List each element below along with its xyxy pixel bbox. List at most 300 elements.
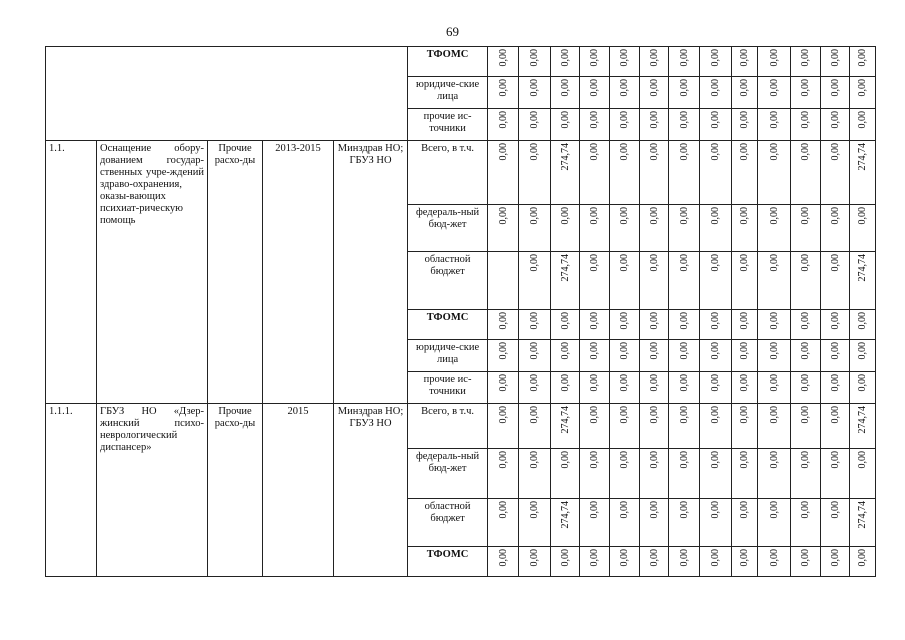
executor: Минздрав НО; ГБУЗ НО (334, 141, 408, 404)
value-cell (821, 252, 850, 310)
value-cell (669, 449, 700, 499)
value-cell (732, 47, 758, 77)
value-text: 0,00 (559, 111, 571, 129)
value-cell (850, 547, 876, 577)
value-cell (580, 109, 610, 141)
value-text: 0,00 (619, 312, 631, 330)
table-row (46, 141, 876, 205)
value-text: 0,00 (829, 501, 841, 519)
value-text: 0,00 (768, 143, 780, 161)
value-text: 274,74 (559, 501, 571, 529)
value-text: 0,00 (619, 49, 631, 67)
value-text: 274,74 (857, 254, 869, 282)
value-text: 0,00 (800, 374, 812, 392)
value-cell (700, 310, 732, 340)
value-text: 0,00 (710, 342, 722, 360)
value-cell (640, 205, 669, 252)
value-cell (732, 499, 758, 547)
value-cell (669, 141, 700, 205)
value-text: 0,00 (589, 374, 601, 392)
value-cell (700, 109, 732, 141)
value-text: 0,00 (800, 501, 812, 519)
value-cell (519, 310, 551, 340)
value-cell (758, 141, 791, 205)
value-cell (640, 310, 669, 340)
value-text: 0,00 (559, 342, 571, 360)
executor: Минздрав НО; ГБУЗ НО (334, 404, 408, 577)
value-cell (551, 404, 580, 449)
value-cell (551, 547, 580, 577)
value-cell (580, 141, 610, 205)
value-text: 0,00 (497, 549, 509, 567)
funding-source: Всего, в т.ч. (408, 404, 488, 449)
value-cell (669, 252, 700, 310)
value-text: 0,00 (800, 143, 812, 161)
value-cell (640, 404, 669, 449)
value-text: 0,00 (529, 111, 541, 129)
value-text: 0,00 (589, 549, 601, 567)
value-text: 0,00 (648, 549, 660, 567)
value-text: 0,00 (739, 143, 751, 161)
value-cell (850, 310, 876, 340)
value-cell (732, 449, 758, 499)
value-cell (640, 252, 669, 310)
value-text: 0,00 (529, 342, 541, 360)
value-text: 0,00 (589, 312, 601, 330)
value-text: 0,00 (619, 342, 631, 360)
value-text: 0,00 (710, 79, 722, 97)
value-text: 0,00 (648, 49, 660, 67)
item-name: Оснащение обору-дованием государ-ственных учре-ждений здраво-охранения, оказы-вающих психиат-рическую помощь (97, 141, 208, 404)
value-cell (821, 141, 850, 205)
value-text: 0,00 (800, 406, 812, 424)
value-text: 0,00 (800, 79, 812, 97)
value-text: 0,00 (857, 207, 869, 225)
value-text: 0,00 (768, 451, 780, 469)
value-cell (791, 499, 821, 547)
value-text: 0,00 (678, 79, 690, 97)
value-text: 0,00 (497, 207, 509, 225)
value-cell (821, 547, 850, 577)
value-text: 274,74 (559, 254, 571, 282)
value-cell (791, 310, 821, 340)
value-cell (758, 499, 791, 547)
funding-source: Всего, в т.ч. (408, 141, 488, 205)
value-cell (551, 372, 580, 404)
value-text: 0,00 (648, 342, 660, 360)
value-text: 0,00 (648, 451, 660, 469)
value-text: 0,00 (768, 79, 780, 97)
value-cell (580, 77, 610, 109)
funding-source: ТФОМС (408, 547, 488, 577)
value-cell (610, 404, 640, 449)
value-text: 0,00 (739, 312, 751, 330)
value-cell (791, 547, 821, 577)
value-text: 0,00 (710, 111, 722, 129)
value-text: 0,00 (829, 79, 841, 97)
value-text: 0,00 (529, 312, 541, 330)
value-cell (580, 499, 610, 547)
value-cell (700, 252, 732, 310)
value-text: 0,00 (710, 549, 722, 567)
value-text: 0,00 (559, 312, 571, 330)
value-text: 0,00 (768, 111, 780, 129)
value-text: 0,00 (800, 49, 812, 67)
value-text: 0,00 (800, 207, 812, 225)
value-cell (580, 372, 610, 404)
expense-type: Прочие расхо-ды (208, 141, 263, 404)
value-text: 0,00 (829, 111, 841, 129)
value-cell (821, 47, 850, 77)
value-text: 0,00 (678, 451, 690, 469)
value-cell (519, 141, 551, 205)
value-cell (732, 252, 758, 310)
value-text: 0,00 (829, 342, 841, 360)
value-cell (580, 449, 610, 499)
value-text: 0,00 (739, 207, 751, 225)
value-cell (610, 109, 640, 141)
value-cell (732, 404, 758, 449)
value-text: 0,00 (829, 312, 841, 330)
value-text: 0,00 (497, 406, 509, 424)
item-name: ГБУЗ НО «Дзер-жинский психо-неврологический диспансер» (97, 404, 208, 577)
value-text: 0,00 (739, 549, 751, 567)
value-cell (850, 205, 876, 252)
value-text: 274,74 (559, 406, 571, 434)
value-cell (669, 310, 700, 340)
value-text: 0,00 (710, 143, 722, 161)
value-text: 0,00 (497, 312, 509, 330)
value-cell (791, 141, 821, 205)
value-text: 0,00 (800, 342, 812, 360)
value-cell (850, 77, 876, 109)
value-text: 0,00 (678, 374, 690, 392)
value-text: 0,00 (589, 79, 601, 97)
value-cell (821, 449, 850, 499)
value-text: 0,00 (589, 143, 601, 161)
value-cell (821, 205, 850, 252)
funding-source: федераль-ный бюд-жет (408, 449, 488, 499)
value-cell (758, 109, 791, 141)
funding-source: областной бюджет (408, 252, 488, 310)
value-text: 0,00 (619, 254, 631, 272)
value-cell (669, 205, 700, 252)
value-cell (732, 310, 758, 340)
value-cell (821, 109, 850, 141)
value-cell (758, 77, 791, 109)
value-text: 0,00 (768, 406, 780, 424)
value-cell (758, 310, 791, 340)
value-text: 0,00 (857, 374, 869, 392)
value-text: 0,00 (857, 49, 869, 67)
funding-source: юридиче-ские лица (408, 340, 488, 372)
value-text: 0,00 (589, 254, 601, 272)
value-text: 274,74 (559, 143, 571, 171)
value-text: 0,00 (829, 143, 841, 161)
value-text: 0,00 (648, 406, 660, 424)
value-text: 0,00 (678, 143, 690, 161)
value-cell (610, 205, 640, 252)
value-text: 0,00 (589, 207, 601, 225)
value-cell (669, 77, 700, 109)
value-cell (758, 372, 791, 404)
value-cell (700, 547, 732, 577)
value-cell (640, 141, 669, 205)
value-cell (850, 372, 876, 404)
value-cell (580, 205, 610, 252)
value-text: 0,00 (710, 374, 722, 392)
value-cell (551, 109, 580, 141)
value-text: 0,00 (648, 254, 660, 272)
value-text: 0,00 (857, 342, 869, 360)
value-cell (850, 404, 876, 449)
value-cell (821, 310, 850, 340)
value-cell (732, 109, 758, 141)
value-cell (700, 499, 732, 547)
value-cell (700, 404, 732, 449)
value-text: 0,00 (648, 79, 660, 97)
value-text: 0,00 (678, 342, 690, 360)
value-cell (551, 141, 580, 205)
value-text: 0,00 (739, 451, 751, 469)
value-text: 0,00 (800, 312, 812, 330)
value-cell (758, 205, 791, 252)
value-text: 0,00 (589, 111, 601, 129)
funding-source: областной бюджет (408, 499, 488, 547)
funding-source: юридиче-ские лица (408, 77, 488, 109)
value-cell (610, 499, 640, 547)
funding-source: ТФОМС (408, 310, 488, 340)
value-cell (850, 499, 876, 547)
value-cell (610, 141, 640, 205)
value-cell (610, 449, 640, 499)
value-cell (488, 372, 519, 404)
value-cell (791, 404, 821, 449)
value-cell (640, 449, 669, 499)
value-text: 0,00 (497, 49, 509, 67)
value-text: 0,00 (829, 49, 841, 67)
value-cell (669, 404, 700, 449)
value-cell (580, 547, 610, 577)
value-cell (700, 449, 732, 499)
value-text: 0,00 (529, 501, 541, 519)
value-text: 274,74 (857, 501, 869, 529)
value-cell (791, 449, 821, 499)
value-cell (821, 340, 850, 372)
value-text: 0,00 (678, 254, 690, 272)
value-cell (519, 499, 551, 547)
value-text: 0,00 (589, 406, 601, 424)
value-text: 0,00 (559, 374, 571, 392)
period: 2013-2015 (263, 141, 334, 404)
value-text: 0,00 (589, 49, 601, 67)
value-text: 0,00 (739, 342, 751, 360)
value-cell (700, 340, 732, 372)
value-text: 0,00 (559, 207, 571, 225)
value-text: 0,00 (559, 549, 571, 567)
value-text: 0,00 (497, 143, 509, 161)
budget-table (45, 46, 876, 577)
value-cell (580, 47, 610, 77)
value-cell (791, 109, 821, 141)
value-cell (821, 77, 850, 109)
value-text: 0,00 (619, 501, 631, 519)
value-cell (850, 141, 876, 205)
value-cell (488, 404, 519, 449)
value-text: 0,00 (619, 451, 631, 469)
value-text: 0,00 (768, 207, 780, 225)
value-cell (732, 205, 758, 252)
value-text: 0,00 (800, 254, 812, 272)
value-cell (519, 340, 551, 372)
value-text: 0,00 (648, 111, 660, 129)
value-text: 0,00 (857, 79, 869, 97)
value-cell (850, 340, 876, 372)
value-cell (821, 404, 850, 449)
continuation-cell (46, 47, 408, 141)
value-cell (850, 449, 876, 499)
value-text: 0,00 (648, 143, 660, 161)
value-text: 0,00 (648, 312, 660, 330)
value-text: 0,00 (710, 312, 722, 330)
value-text: 0,00 (710, 207, 722, 225)
value-cell (791, 205, 821, 252)
value-cell (551, 252, 580, 310)
value-cell (669, 109, 700, 141)
value-text: 0,00 (497, 374, 509, 392)
value-text: 0,00 (768, 501, 780, 519)
value-cell (519, 109, 551, 141)
value-cell (551, 499, 580, 547)
value-text: 0,00 (710, 451, 722, 469)
value-text: 0,00 (768, 312, 780, 330)
value-cell (850, 252, 876, 310)
value-cell (791, 340, 821, 372)
value-text: 0,00 (768, 254, 780, 272)
funding-source: федераль-ный бюд-жет (408, 205, 488, 252)
funding-source: прочие ис-точники (408, 109, 488, 141)
value-text: 0,00 (529, 451, 541, 469)
value-cell (791, 252, 821, 310)
value-cell (488, 109, 519, 141)
value-cell (732, 340, 758, 372)
value-cell (791, 47, 821, 77)
value-text: 0,00 (678, 49, 690, 67)
value-text: 0,00 (829, 451, 841, 469)
value-cell (791, 372, 821, 404)
period: 2015 (263, 404, 334, 577)
value-cell (610, 372, 640, 404)
value-text: 0,00 (648, 501, 660, 519)
value-cell (488, 449, 519, 499)
value-cell (732, 372, 758, 404)
value-cell (488, 547, 519, 577)
value-text: 0,00 (678, 207, 690, 225)
value-cell (610, 310, 640, 340)
value-cell (758, 340, 791, 372)
value-cell (551, 449, 580, 499)
value-text: 0,00 (589, 451, 601, 469)
value-text: 0,00 (768, 342, 780, 360)
value-text: 0,00 (710, 406, 722, 424)
value-text: 0,00 (648, 207, 660, 225)
value-cell (488, 141, 519, 205)
value-cell (732, 547, 758, 577)
value-cell (700, 77, 732, 109)
value-cell (640, 109, 669, 141)
table-row (46, 404, 876, 449)
value-text: 0,00 (739, 111, 751, 129)
value-text: 0,00 (800, 451, 812, 469)
value-cell (669, 372, 700, 404)
value-cell (519, 404, 551, 449)
value-text: 0,00 (768, 374, 780, 392)
value-text: 0,00 (497, 342, 509, 360)
value-cell (758, 404, 791, 449)
value-text: 0,00 (648, 374, 660, 392)
value-text: 0,00 (829, 254, 841, 272)
value-cell (640, 547, 669, 577)
value-cell (519, 205, 551, 252)
value-text: 0,00 (497, 111, 509, 129)
value-cell (700, 141, 732, 205)
value-cell (669, 499, 700, 547)
value-text: 0,00 (768, 549, 780, 567)
value-text: 0,00 (857, 312, 869, 330)
value-text: 0,00 (559, 79, 571, 97)
table-row (46, 47, 876, 77)
value-text: 0,00 (559, 49, 571, 67)
value-text: 0,00 (559, 451, 571, 469)
value-cell (700, 47, 732, 77)
item-number: 1.1.1. (46, 404, 97, 577)
value-cell (732, 77, 758, 109)
value-cell (669, 547, 700, 577)
value-cell (610, 47, 640, 77)
value-cell (640, 77, 669, 109)
value-text: 0,00 (739, 374, 751, 392)
value-text: 0,00 (857, 111, 869, 129)
value-text: 0,00 (739, 79, 751, 97)
value-text: 0,00 (529, 79, 541, 97)
value-text: 0,00 (800, 111, 812, 129)
value-cell (758, 47, 791, 77)
value-text: 0,00 (768, 49, 780, 67)
value-cell (488, 310, 519, 340)
value-cell (519, 47, 551, 77)
value-cell (519, 77, 551, 109)
item-number: 1.1. (46, 141, 97, 404)
value-cell (669, 340, 700, 372)
value-text: 0,00 (589, 501, 601, 519)
value-text: 0,00 (829, 374, 841, 392)
value-cell (640, 47, 669, 77)
value-cell (758, 449, 791, 499)
value-text: 0,00 (619, 374, 631, 392)
value-text: 0,00 (619, 79, 631, 97)
value-text: 0,00 (857, 451, 869, 469)
value-cell (488, 77, 519, 109)
value-text: 0,00 (829, 549, 841, 567)
value-text: 274,74 (857, 143, 869, 171)
value-text: 0,00 (497, 79, 509, 97)
value-text: 0,00 (529, 406, 541, 424)
value-cell (488, 47, 519, 77)
value-cell (551, 310, 580, 340)
value-text: 0,00 (678, 111, 690, 129)
value-text: 0,00 (529, 143, 541, 161)
funding-source: прочие ис-точники (408, 372, 488, 404)
